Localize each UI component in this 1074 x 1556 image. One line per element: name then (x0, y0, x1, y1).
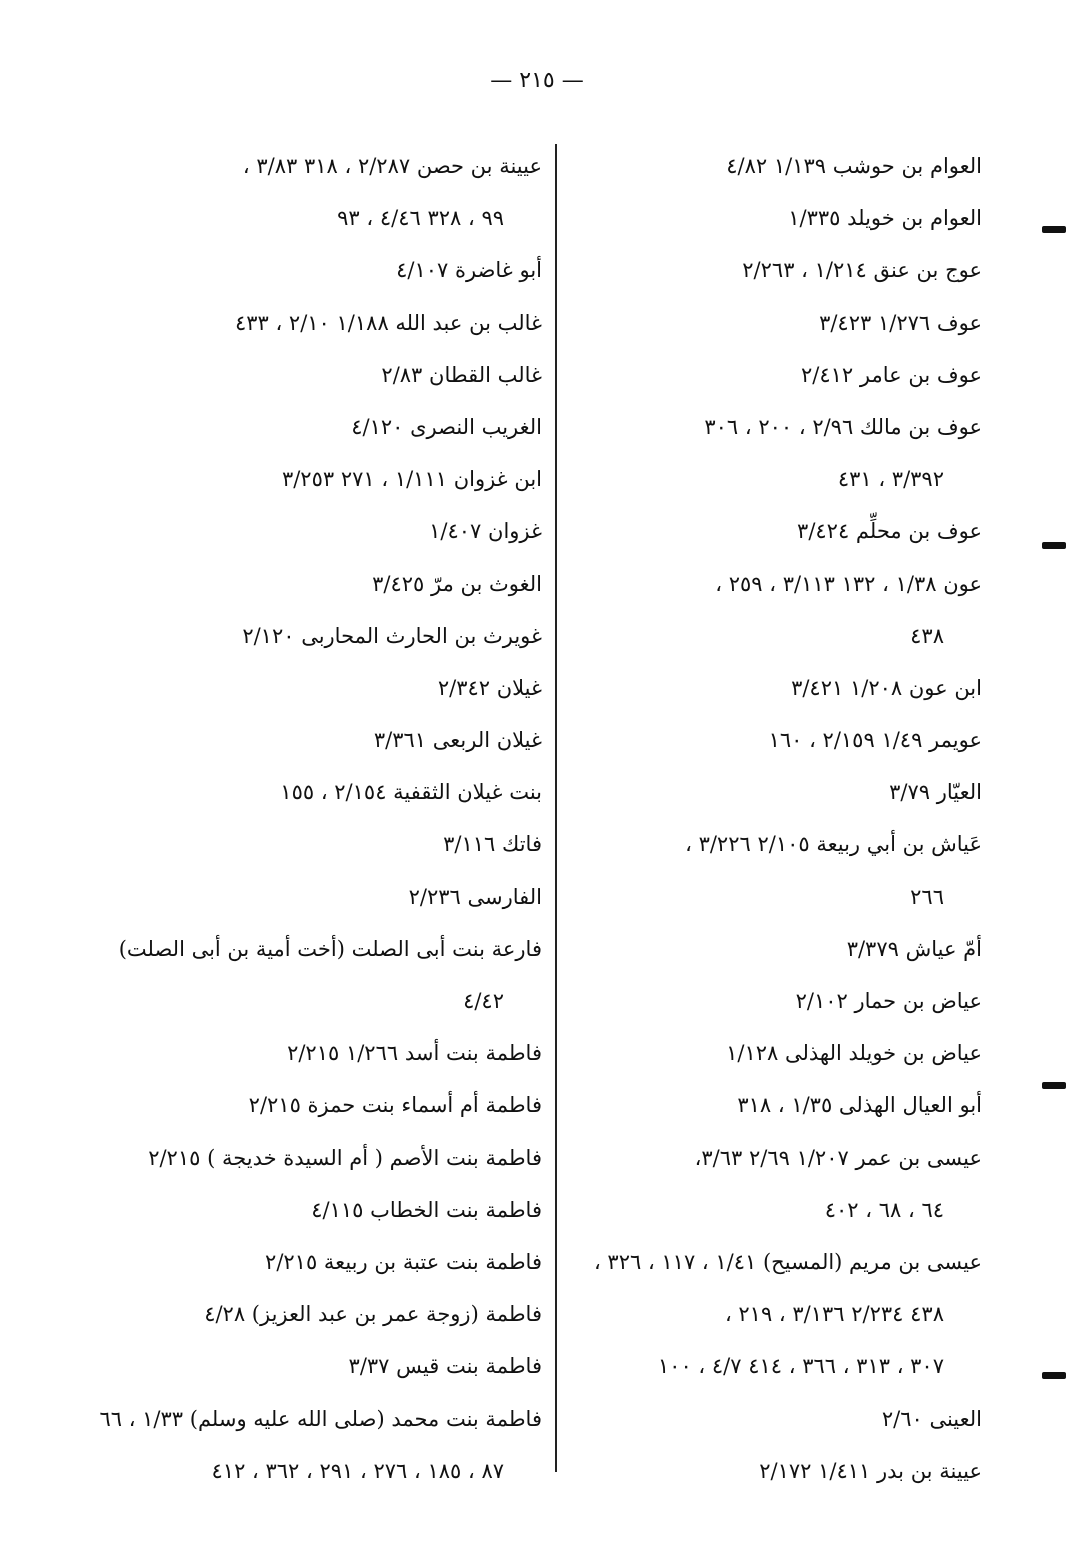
index-entry: العينى ٢/٦٠ (881, 1406, 982, 1431)
index-entry: الغريب النصرى ٤/١٢٠ (351, 414, 542, 439)
index-entry: عويمر ١/٤٩ ٢/١٥٩ ، ١٦٠ (768, 728, 982, 753)
index-entry-continuation: ٤٣٨ ٢/٢٣٤ ٣/١٣٦ ، ٢١٩ ، (724, 1302, 944, 1327)
index-entry: غيلان الربعى ٣/٣٦١ (373, 728, 542, 753)
index-entry: ابن عون ١/٢٠٨ ٣/٤٢١ (791, 675, 982, 700)
index-entry-continuation: ٤/٤٢ (463, 989, 504, 1013)
index-entry: عون ١/٣٨ ، ١٣٢ ٣/١١٣ ، ٢٥٩ ، (715, 571, 982, 596)
index-entry: أمّ عياش ٣/٣٧٩ (846, 936, 982, 961)
index-entry: عيسى بن مريم (المسيح) ١/٤١ ، ١١٧ ، ٣٢٦ ، (593, 1249, 982, 1274)
index-entry-continuation: ٢٦٦ (910, 884, 944, 909)
index-entry: فاطمة أم أسماء بنت حمزة ٢/٢١٥ (248, 1093, 542, 1118)
index-entry: فاطمة بنت محمد (صلى الله عليه وسلم) ١/٣٣ ، ٦٦ (99, 1406, 542, 1431)
index-entry: عياض بن خويلد الهذلى ١/١٢٨ (726, 1041, 982, 1066)
index-entry-continuation: ٣٠٧ ، ٣١٣ ، ٣٦٦ ، ٤١٤ ٤/٧ ، ١٠٠ (657, 1354, 944, 1379)
index-entry: فاطمة بنت الخطاب ٤/١١٥ (311, 1197, 542, 1222)
margin-mark (1042, 1372, 1066, 1379)
index-entry-continuation: ٨٧ ، ١٨٥ ، ٢٧٦ ، ٢٩١ ، ٣٦٢ ، ٤١٢ (211, 1458, 504, 1483)
index-entry: الفارسى ٢/٢٣٦ (408, 884, 542, 909)
index-column-right (572, 140, 982, 1497)
page-number: — ٢١٥ — (490, 68, 584, 93)
index-entry: فاطمة بنت قيس ٣/٣٧ (348, 1354, 542, 1379)
index-entry: غويرث بن الحارث المحاربى ٢/١٢٠ (242, 623, 542, 648)
margin-mark (1042, 226, 1066, 233)
index-entry: عياض بن حمار ٢/١٠٢ (795, 989, 982, 1013)
index-entry: فاطمة (زوجة عمر بن عبد العزيز) ٤/٢٨ (204, 1302, 542, 1327)
index-entry: غالب القطان ٢/٨٣ (381, 362, 542, 387)
index-entry: الغوث بن مرّ ٣/٤٢٥ (372, 571, 542, 596)
index-entry: عوف بن مالك ٢/٩٦ ، ٢٠٠ ، ٣٠٦ (704, 414, 982, 439)
index-entry: فارعة بنت أبى الصلت (أخت أمية بن أبى الصلت) (118, 936, 542, 961)
index-entry: عيينة بن بدر ١/٤١١ ٢/١٧٢ (759, 1458, 982, 1483)
column-divider (555, 144, 557, 1472)
margin-mark (1042, 1082, 1066, 1089)
index-entry: غالب بن عبد الله ١/١٨٨ ٢/١٠ ، ٤٣٣ (234, 310, 542, 335)
index-entry: فاطمة بنت الأصم ( أم السيدة خديجة ) ٢/٢١٥ (148, 1145, 542, 1170)
index-column-left (99, 140, 542, 1497)
index-entry: فاتك ٣/١١٦ (443, 832, 542, 857)
index-entry: غزوان ١/٤٠٧ (429, 519, 542, 544)
index-entry: عوف ١/٢٧٦ ٣/٤٢٣ (819, 310, 982, 335)
index-entry: غيلان ٢/٣٤٢ (437, 675, 542, 700)
index-entry: العوام بن حوشب ١/١٣٩ ٤/٨٢ (726, 154, 982, 178)
index-entry-continuation: ٣/٣٩٢ ، ٤٣١ (837, 467, 944, 492)
index-entry: فاطمة بنت عتبة بن ربيعة ٢/٢١٥ (265, 1249, 542, 1274)
index-entry: عيسى بن عمر ١/٢٠٧ ٢/٦٩ ٣/٦٣، (694, 1145, 982, 1170)
index-entry: عَياش بن أبي ربيعة ٢/١٠٥ ٣/٢٢٦ ، (685, 832, 982, 857)
index-entry: عوج بن عنق ١/٢١٤ ، ٢/٢٦٣ (742, 258, 982, 283)
index-entry: ابن غزوان ١/١١١ ، ٢٧١ ٣/٢٥٣ (281, 467, 542, 492)
index-entry-continuation: ٤٣٨ (910, 623, 944, 648)
margin-mark (1042, 542, 1066, 549)
index-entry: عوف بن محلِّم ٣/٤٢٤ (797, 519, 982, 544)
index-entry: أبو غاضرة ٤/١٠٧ (396, 258, 542, 283)
index-entry: عوف بن عامر ٢/٤١٢ (801, 362, 982, 387)
index-entry: فاطمة بنت أسد ١/٢٦٦ ٢/٢١٥ (287, 1041, 542, 1066)
index-entry-continuation: ٦٤ ، ٦٨ ، ٤٠٢ (824, 1197, 944, 1222)
index-entry: أبو العيال الهذلى ١/٣٥ ، ٣١٨ (737, 1093, 982, 1118)
index-entry: عيينة بن حصن ٢/٢٨٧ ، ٣١٨ ٣/٨٣ ، (242, 154, 542, 178)
index-entry: العيّار ٣/٧٩ (889, 780, 982, 805)
index-entry-continuation: ٩٩ ، ٣٢٨ ٤/٤٦ ، ٩٣ (337, 206, 504, 231)
index-entry: بنت غيلان الثقفية ٢/١٥٤ ، ١٥٥ (280, 780, 542, 805)
index-entry: العوام بن خويلد ١/٣٣٥ (788, 206, 982, 231)
